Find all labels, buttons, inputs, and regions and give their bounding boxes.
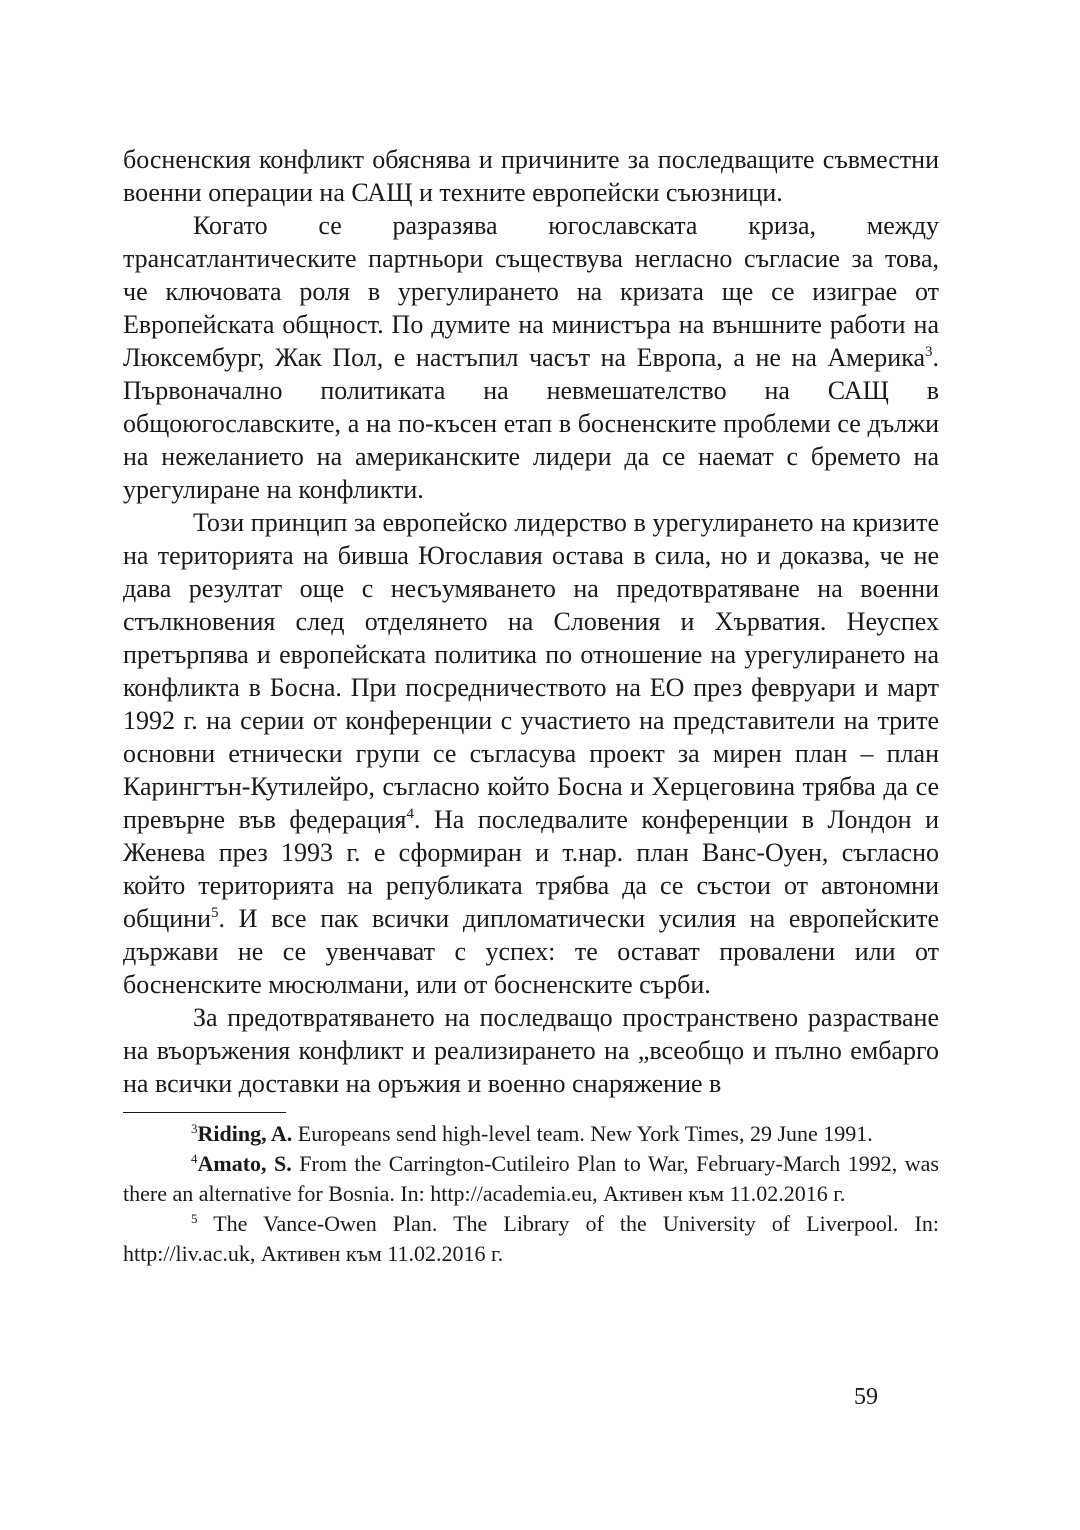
paragraph-2-text-a: Когато се разразява югославската криза, между трансатлантическите партньори съществува негласно съгласие за това, че ключовата роля в урегулирането на кризата ще се изиграе от Европейската общност. По думите на министъра на външните работи на Люксембург, Жак Пол, е настъпил часът на Европа, а не на Америка [123,211,939,372]
footnote-number: 4 [191,1151,198,1166]
paragraph-1: босненския конфликт обяснява и причините за последващите съвместни военни операции на САЩ и техните европейски съюзници. [123,145,939,207]
footnote-author: Riding, A. [197,1121,293,1146]
footnote-5 [123,1209,939,1269]
paragraph-4: За предотвратяването на последващо пространствено разрастване на въоръжения конфликт и реализирането на „всеобщо и пълно ембарго на всички доставки на оръжия и военно снаряжение в [123,1003,939,1098]
footnote-text: The Vance-Owen Plan. The Library of the University of Liverpool. In: http://liv.ac.uk, Активен към 11.02.2016 г. [123,1211,939,1266]
paragraph-2-text-b: . Първоначално политиката на невмешателство на САЩ в общоюгославските, а на по-късен етап в босненските проблеми се дължи на нежеланието на американските лидери да се наемат с бремето на урегулиране на конфликти. [123,343,939,504]
page-number: 59 [854,1384,878,1410]
page-content [123,143,939,1269]
paragraph-3-text-c: . И все пак всички дипломатически усилия на европейските държави не се увенчават с успех: те остават провалени или от босненските мюсюлмани, или от босненските сърби. [123,904,939,999]
paragraph-3-text-b: . На последвалите конференции в Лондон и Женева през 1993 г. е сформиран и т.нар. план Ванс-Оуен, съгласно който територията на републиката трябва да се състои от автономни общини [123,805,939,933]
footnote-text: Europeans send high-level team. New York Times, 29 June 1991. [292,1121,873,1146]
paragraph-3-text-a: Този принцип за европейско лидерство в урегулирането на кризите на територията на бивша Югославия остава в сила, но и доказва, че не дава резултат още с несъумяването на предотвратяване на военни стълкновения след отделянето на Словения и Хърватия. Неуспех претърпява и европейската политика по отношение на урегулирането на конфликта в Босна. При посредничеството на ЕО през февруари и март 1992 г. на серии от конференции с участието на представители на трите основни етнически групи се съгласува проект за мирен план – план Карингтън-Кутилейро, съгласно който Босна и Херцеговина трябва да се превърне във федерация [123,508,939,834]
paragraph-3 [123,506,939,1001]
footnote-4 [123,1149,939,1209]
paragraph-2 [123,209,939,506]
footnote-ref-5[interactable]: 5 [211,905,219,921]
footnote-author: Amato, S. [197,1151,292,1176]
footnote-3 [123,1119,939,1149]
footnote-ref-4[interactable]: 4 [406,806,415,822]
footnote-separator [123,1112,286,1113]
footnote-number: 3 [191,1121,198,1136]
footnote-text: From the Carrington-Cutileiro Plan to War, February-March 1992, was there an alternative for Bosnia. In: http://academia.eu, Активен към 11.02.2016 г. [123,1151,939,1206]
footnote-ref-3[interactable]: 3 [925,344,933,360]
footnote-number: 5 [191,1211,198,1226]
